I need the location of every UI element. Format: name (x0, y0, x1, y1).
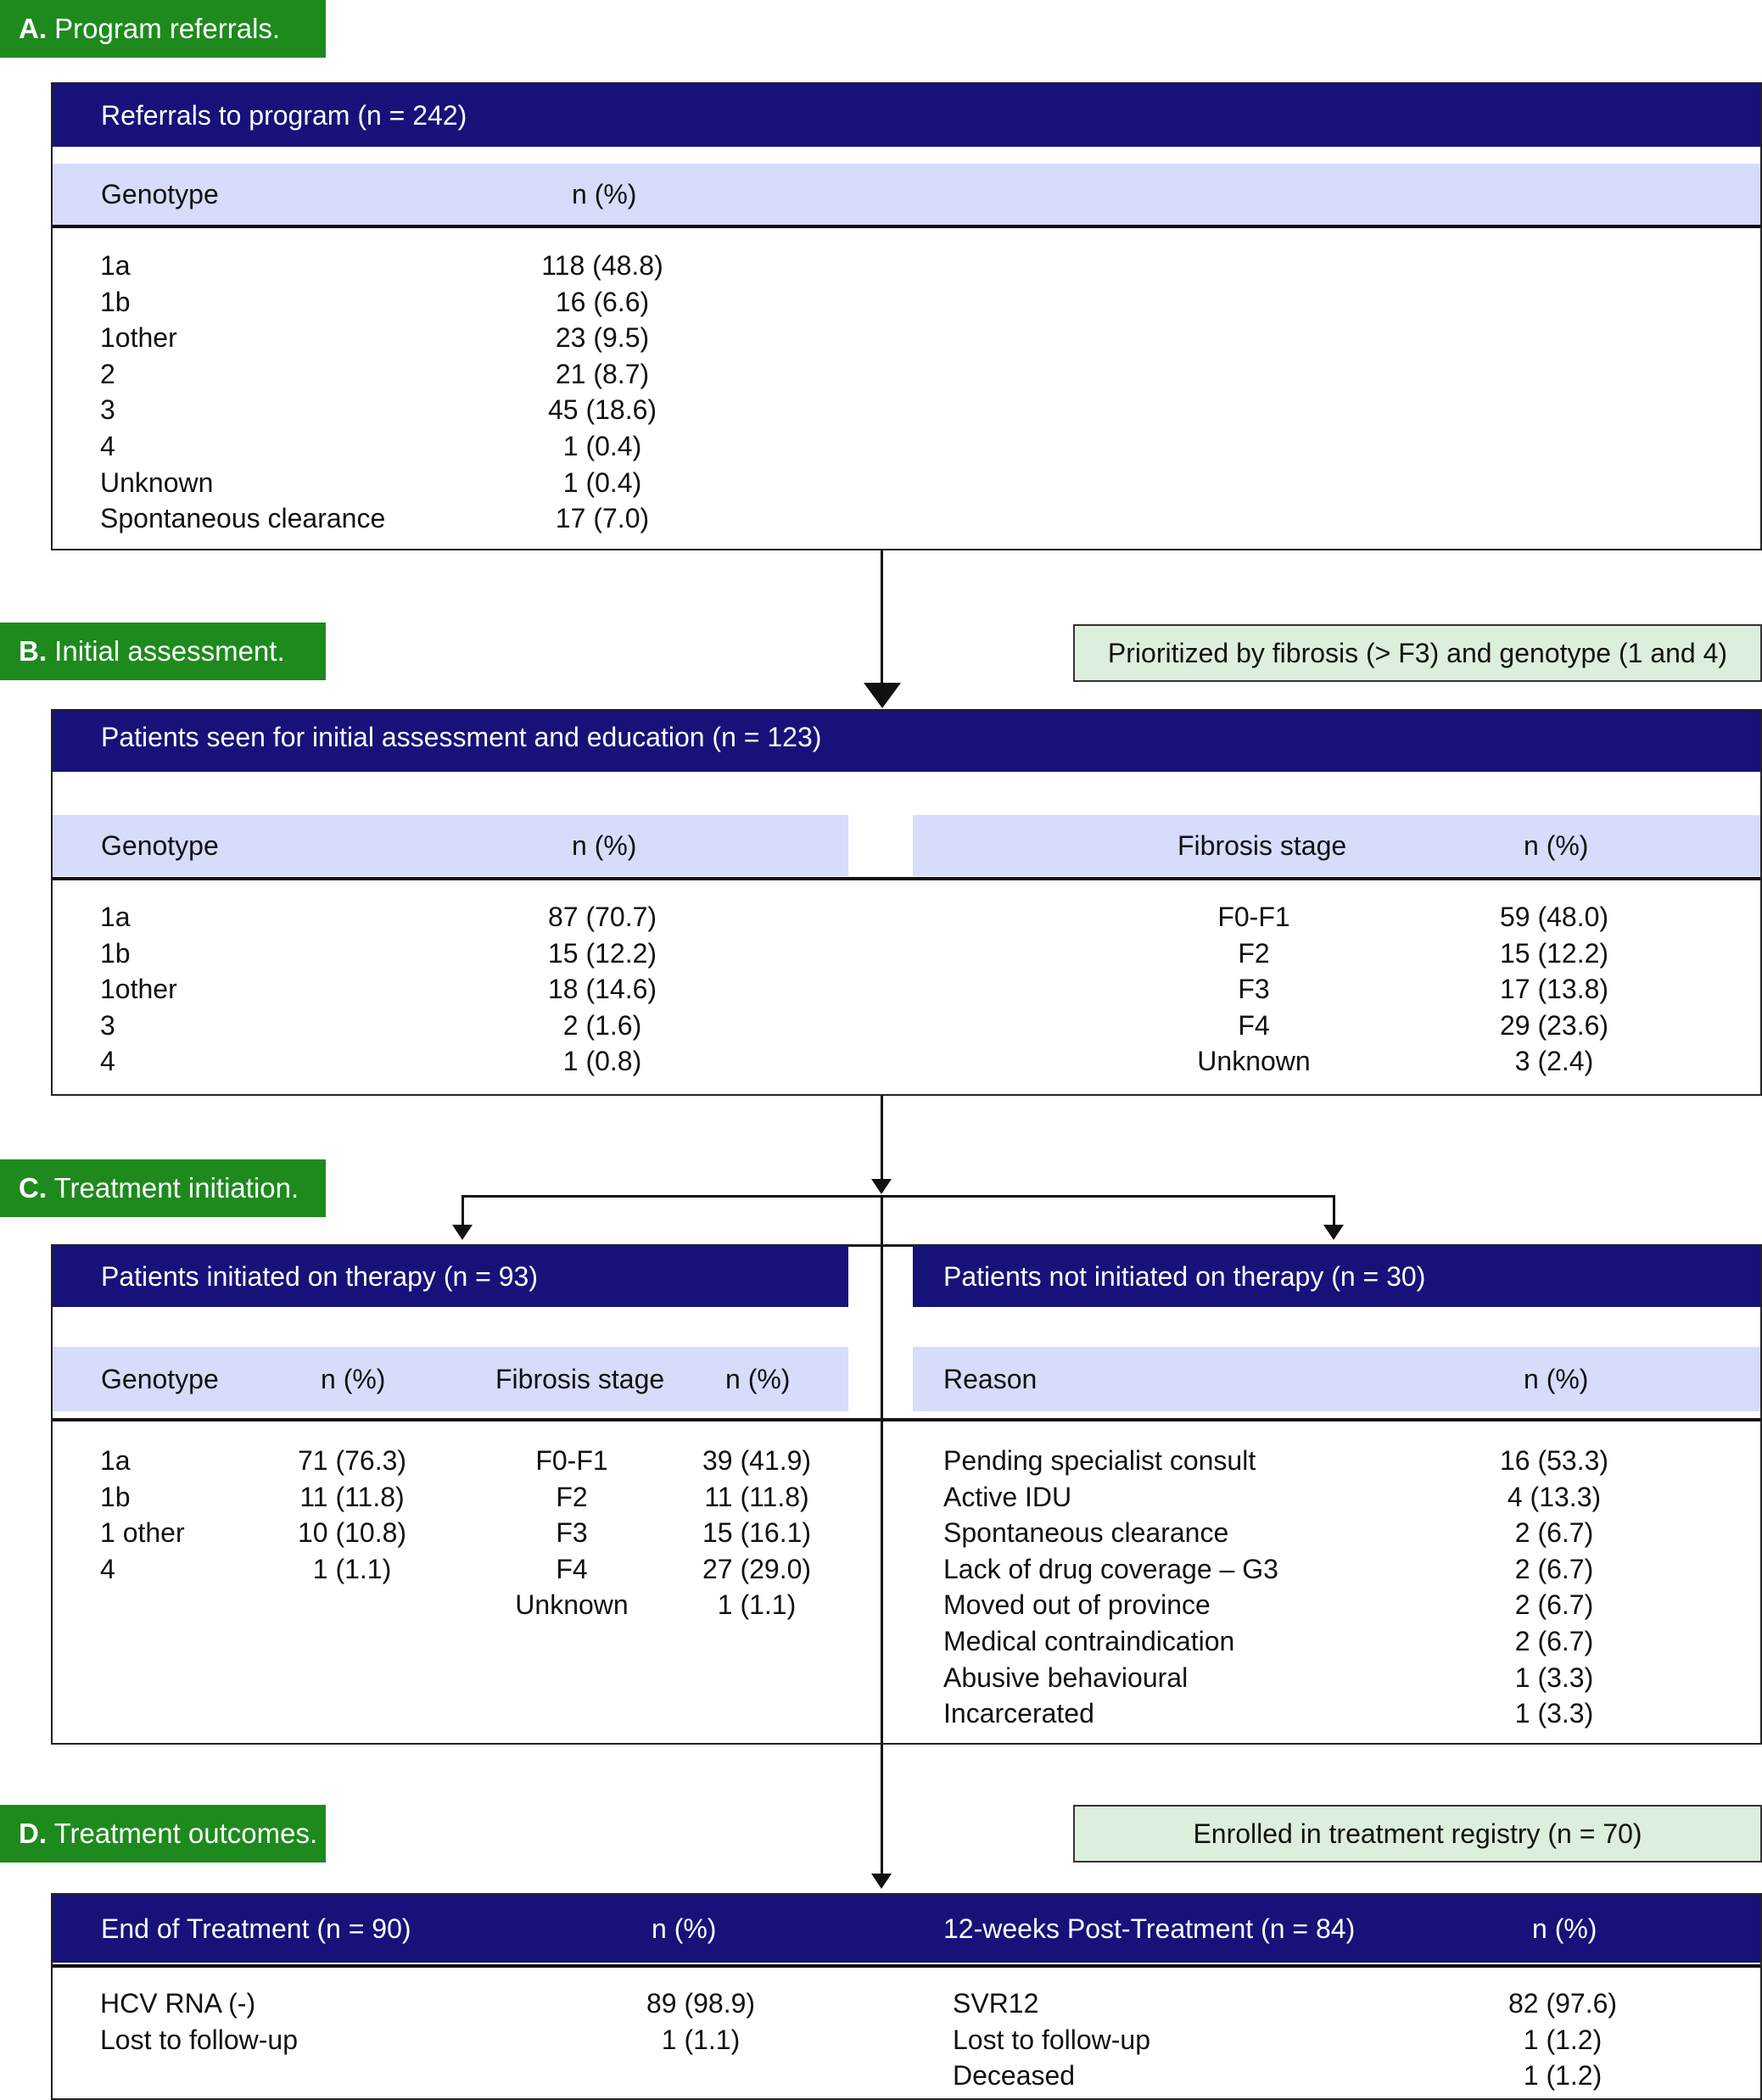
initiated-fibrosis-value: 1 (1.1) (717, 1589, 797, 1621)
initiated-genotype-value: 10 (10.8) (297, 1517, 407, 1549)
referrals-col-genotype: Genotype (101, 179, 219, 209)
initiated-genotype: 1b (100, 1481, 131, 1512)
not-initiated-reason: Active IDU (943, 1481, 1072, 1512)
priority-note: Prioritized by fibrosis (> F3) and genotype (1 and 4) (1073, 624, 1762, 682)
initiated-fibrosis-value: 15 (16.1) (702, 1517, 812, 1549)
not-initiated-reason-list (943, 1443, 1278, 1732)
assessment-genotype-value: 15 (12.2) (547, 937, 657, 969)
assessment-genotype-list (100, 899, 177, 1080)
assessment-genotype-value-list (517, 899, 687, 1080)
not-initiated-reason: Pending specialist consult (943, 1445, 1256, 1476)
referrals-value: 23 (9.5) (555, 322, 650, 354)
assessment-fibrosis-stage: F3 (1238, 974, 1270, 1005)
outcomes-divider (53, 1964, 1760, 1968)
initiated-col-n2: n (%) (725, 1364, 791, 1394)
not-initiated-col-header (913, 1347, 1760, 1411)
arrow-head-b (864, 683, 901, 708)
initiated-genotype-value: 1 (1.1) (312, 1553, 392, 1584)
post-value: 82 (97.6) (1507, 1988, 1618, 2019)
assessment-col-fibrosis: Fibrosis stage (1177, 830, 1347, 861)
assessment-fibrosis-value: 29 (23.6) (1499, 1009, 1609, 1041)
assessment-fibrosis-value: 17 (13.8) (1499, 974, 1609, 1005)
section-d-tag: D. Treatment outcomes. (0, 1805, 326, 1863)
initiation-divider (53, 1418, 1760, 1421)
referrals-genotype: Unknown (100, 466, 214, 498)
assessment-divider (53, 877, 1760, 880)
registry-note: Enrolled in treatment registry (n = 70) (1073, 1805, 1762, 1863)
assessment-fibrosis-value: 15 (12.2) (1499, 937, 1609, 969)
assessment-genotype: 1b (100, 937, 131, 969)
post-header: 12-weeks Post-Treatment (n = 84) (943, 1913, 1356, 1944)
assessment-genotype-value: 18 (14.6) (547, 974, 657, 1005)
not-initiated-header: Patients not initiated on therapy (n = 30) (913, 1246, 1760, 1307)
not-initiated-value: 4 (13.3) (1507, 1481, 1602, 1512)
arrow-head-initiated (452, 1225, 473, 1240)
not-initiated-col-reason: Reason (943, 1364, 1038, 1394)
assessment-genotype: 3 (100, 1009, 115, 1041)
referrals-value: 118 (48.8) (541, 250, 663, 281)
referrals-col-n: n (%) (572, 179, 637, 209)
post-value: 1 (1.2) (1523, 2024, 1603, 2055)
initiated-col-header (53, 1347, 848, 1411)
not-initiated-reason: Lack of drug coverage – G3 (943, 1553, 1278, 1584)
post-row: Deceased (953, 2060, 1076, 2092)
post-row: Lost to follow-up (953, 2024, 1151, 2055)
assessment-genotype-value: 1 (0.8) (562, 1046, 642, 1077)
assessment-fibrosis-header (913, 815, 1760, 876)
not-initiated-reason: Spontaneous clearance (943, 1517, 1229, 1549)
initiated-col-fibrosis: Fibrosis stage (495, 1364, 665, 1394)
post-row-list (953, 1986, 1150, 2094)
eot-value-list (616, 1986, 786, 2058)
not-initiated-value: 1 (3.3) (1514, 1662, 1594, 1693)
referrals-genotype: Spontaneous clearance (100, 503, 386, 534)
post-value: 1 (1.2) (1523, 2060, 1603, 2092)
initiated-fibrosis-stage: F3 (556, 1517, 588, 1549)
section-b-tag: B. Initial assessment. (0, 623, 326, 680)
assessment-fibrosis-stage: Unknown (1197, 1046, 1311, 1077)
eot-value: 89 (98.9) (646, 1988, 756, 2019)
not-initiated-reason: Medical contraindication (943, 1625, 1235, 1656)
arrow-head-not-initiated (1323, 1225, 1344, 1240)
assessment-genotype-value: 87 (70.7) (547, 902, 657, 932)
initiated-col-n: n (%) (321, 1364, 386, 1394)
referrals-value-list (517, 248, 687, 537)
initiated-fibrosis-stage: Unknown (515, 1589, 629, 1621)
not-initiated-value: 16 (53.3) (1499, 1445, 1609, 1476)
initiated-fibrosis-value: 27 (29.0) (702, 1553, 812, 1584)
assessment-fibrosis-list (1169, 899, 1339, 1080)
referrals-genotype-list (100, 248, 385, 537)
initiated-genotype: 1a (100, 1445, 131, 1476)
post-row: SVR12 (953, 1988, 1039, 2019)
referrals-genotype: 1b (100, 286, 131, 317)
connector-b-c (881, 1096, 883, 1182)
initiated-fibrosis-stage: F4 (556, 1553, 588, 1584)
assessment-fibrosis-stage: F2 (1238, 937, 1270, 969)
connector-split (461, 1195, 1335, 1198)
referrals-genotype: 1a (100, 250, 131, 281)
arrow-head-c-center (871, 1179, 892, 1194)
initiated-fibrosis-value: 39 (41.9) (702, 1445, 812, 1476)
eot-row: Lost to follow-up (100, 2024, 299, 2055)
referrals-divider (53, 225, 1760, 228)
referrals-value: 45 (18.6) (547, 394, 657, 426)
assessment-fibrosis-stage: F4 (1238, 1009, 1270, 1041)
not-initiated-value: 1 (3.3) (1514, 1698, 1594, 1729)
section-a-tag: A. Program referrals. (0, 0, 326, 58)
assessment-fibrosis-stage: F0-F1 (1217, 902, 1290, 932)
not-initiated-value: 2 (6.7) (1514, 1625, 1594, 1656)
not-initiated-reason: Moved out of province (943, 1589, 1211, 1621)
not-initiated-value-list (1469, 1443, 1639, 1732)
initiated-fibrosis-value: 11 (11.8) (704, 1481, 809, 1512)
not-initiated-value: 2 (6.7) (1514, 1589, 1594, 1621)
assessment-col-n: n (%) (572, 830, 637, 861)
eot-value: 1 (1.1) (661, 2024, 741, 2055)
assessment-fibrosis-value: 59 (48.0) (1499, 902, 1609, 932)
outcomes-header (53, 1895, 1760, 1963)
referrals-value: 16 (6.6) (555, 286, 650, 317)
not-initiated-reason: Incarcerated (943, 1698, 1094, 1729)
post-col-n: n (%) (1532, 1913, 1597, 1944)
initiated-fibrosis-list (487, 1443, 657, 1623)
referrals-value: 17 (7.0) (555, 503, 650, 534)
assessment-genotype: 1other (100, 974, 177, 1005)
not-initiated-value: 2 (6.7) (1514, 1517, 1594, 1549)
referrals-col-header (53, 164, 1760, 225)
arrow-head-d (871, 1874, 892, 1889)
initiated-genotype-list (100, 1443, 185, 1587)
eot-row: HCV RNA (-) (100, 1988, 256, 2019)
eot-col-n: n (%) (652, 1913, 717, 1944)
post-value-list (1478, 1986, 1647, 2094)
initiated-genotype: 4 (100, 1553, 115, 1584)
referrals-genotype: 3 (100, 394, 115, 426)
referrals-header: Referrals to program (n = 242) (53, 84, 1760, 147)
assessment-genotype-value: 2 (1.6) (562, 1009, 642, 1041)
referrals-genotype: 2 (100, 358, 115, 389)
initiated-genotype-value: 71 (76.3) (297, 1445, 407, 1476)
referrals-value: 1 (0.4) (562, 466, 642, 498)
assessment-col-n2: n (%) (1524, 830, 1589, 861)
connector-a-b (881, 550, 883, 686)
not-initiated-col-n: n (%) (1524, 1364, 1589, 1394)
initiated-fibrosis-value-list (672, 1443, 842, 1623)
initiated-col-genotype: Genotype (101, 1364, 219, 1394)
eot-row-list (100, 1986, 298, 2058)
initiated-fibrosis-stage: F0-F1 (535, 1445, 608, 1476)
referrals-genotype: 4 (100, 430, 115, 461)
assessment-genotype: 4 (100, 1046, 115, 1077)
initiated-genotype-value-list (267, 1443, 437, 1587)
referrals-genotype: 1other (100, 322, 177, 354)
assessment-fibrosis-value-list (1469, 899, 1639, 1080)
initiated-fibrosis-stage: F2 (556, 1481, 588, 1512)
connector-left-drop (461, 1195, 464, 1226)
section-c-tag: C. Treatment initiation. (0, 1159, 326, 1217)
referrals-value: 21 (8.7) (555, 358, 650, 389)
initiated-header: Patients initiated on therapy (n = 93) (53, 1246, 848, 1307)
assessment-header: Patients seen for initial assessment and education (n = 123) (53, 711, 1760, 772)
initiated-genotype: 1 other (100, 1517, 185, 1549)
assessment-col-genotype: Genotype (101, 830, 219, 861)
initiated-genotype-value: 11 (11.8) (299, 1481, 405, 1512)
eot-header: End of Treatment (n = 90) (101, 1913, 411, 1944)
not-initiated-value: 2 (6.7) (1514, 1553, 1594, 1584)
assessment-genotype: 1a (100, 902, 131, 932)
connector-right-drop (1333, 1195, 1335, 1226)
assessment-genotype-header (53, 815, 848, 876)
referrals-value: 1 (0.4) (562, 430, 642, 461)
assessment-fibrosis-value: 3 (2.4) (1514, 1046, 1594, 1077)
not-initiated-reason: Abusive behavioural (943, 1662, 1189, 1693)
